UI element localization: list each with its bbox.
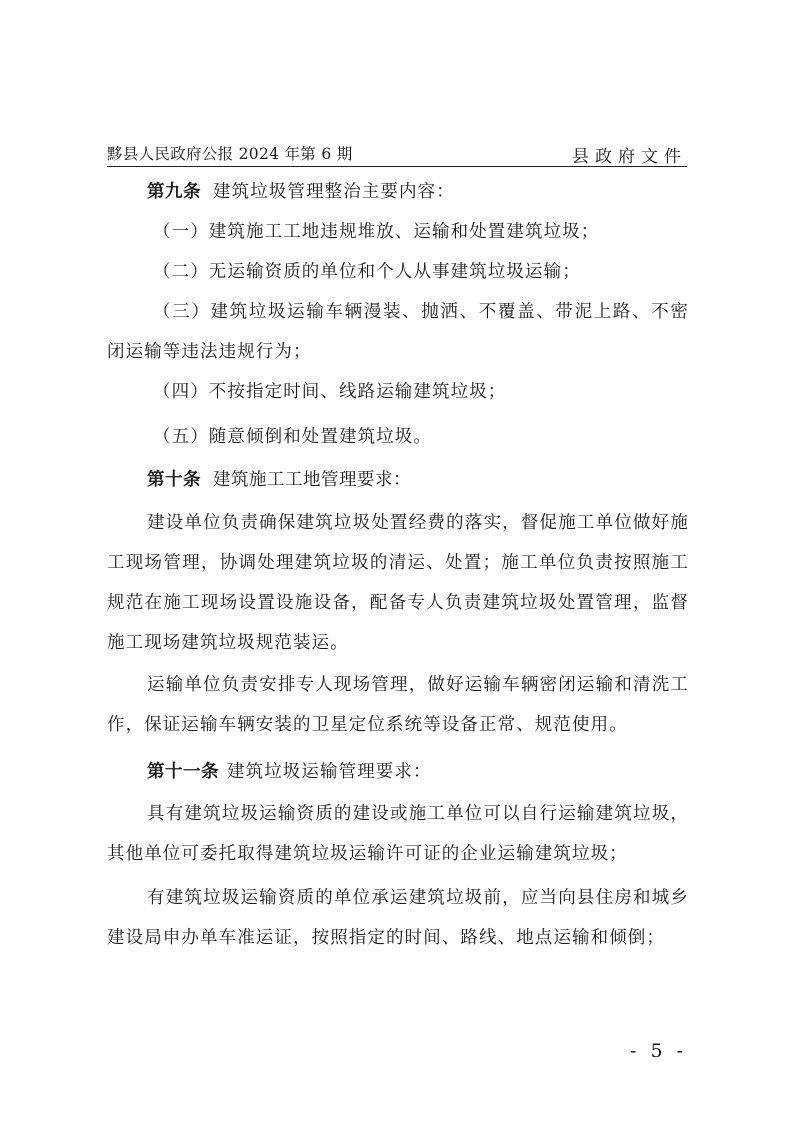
article-11-paragraph-2: 有建筑垃圾运输资质的单位承运建筑垃圾前，应当向县住房和城乡建设局申办单车准运证，按照指定的时间、路线、地点运输和倾倒；	[107, 888, 689, 948]
running-header	[107, 140, 687, 167]
article-10-heading	[107, 460, 689, 500]
article-9-item-2: （二）无运输资质的单位和个人从事建筑垃圾运输；	[153, 262, 581, 282]
article-9-item-1: （一）建筑施工工地违规堆放、运输和处置建筑垃圾；	[153, 222, 600, 242]
article-9-item-5: （五）随意倾倒和处置建筑垃圾。	[153, 427, 432, 447]
article-9-text: 建筑垃圾管理整治主要内容：	[213, 182, 455, 202]
article-11-paragraph-1: 具有建筑垃圾运输资质的建设或施工单位可以自行运输建筑垃圾，其他单位可委托取得建筑垃圾运输许可证的企业运输建筑垃圾；	[107, 804, 689, 864]
article-9-item-4: （四）不按指定时间、线路运输建筑垃圾；	[153, 382, 507, 402]
article-9-label: 第九条	[147, 182, 201, 202]
article-10-paragraph-1: 建设单位负责确保建筑垃圾处置经费的落实，督促施工单位做好施工现场管理，协调处理建筑垃圾的清运、处置；施工单位负责按照施工规范在施工现场设置设施设备，配备专人负责建筑垃圾处置管理，监督施工现场建筑垃圾规范装运。	[107, 513, 689, 653]
document-category: 县政府文件	[572, 147, 687, 167]
article-10-paragraph-2: 运输单位负责安排专人现场管理，做好运输车辆密闭运输和清洗工作，保证运输车辆安装的卫星定位系统等设备正常、规范使用。	[107, 675, 689, 735]
article-11-label: 第十一条	[147, 762, 219, 782]
article-9-item-3: （三）建筑垃圾运输车辆漫装、抛洒、不覆盖、带泥上路、不密闭运输等违法违规行为；	[107, 302, 689, 362]
article-11-heading	[107, 752, 689, 792]
article-11-text: 建筑垃圾运输管理要求：	[227, 762, 432, 782]
page-number: - 5 -	[630, 1040, 688, 1062]
bulletin-title: 黟县人民政府公报 2024 年第 6 期	[107, 145, 353, 163]
article-10-text: 建筑施工工地管理要求：	[213, 470, 411, 490]
article-10-label: 第十条	[147, 470, 201, 490]
article-9-heading	[107, 172, 689, 212]
